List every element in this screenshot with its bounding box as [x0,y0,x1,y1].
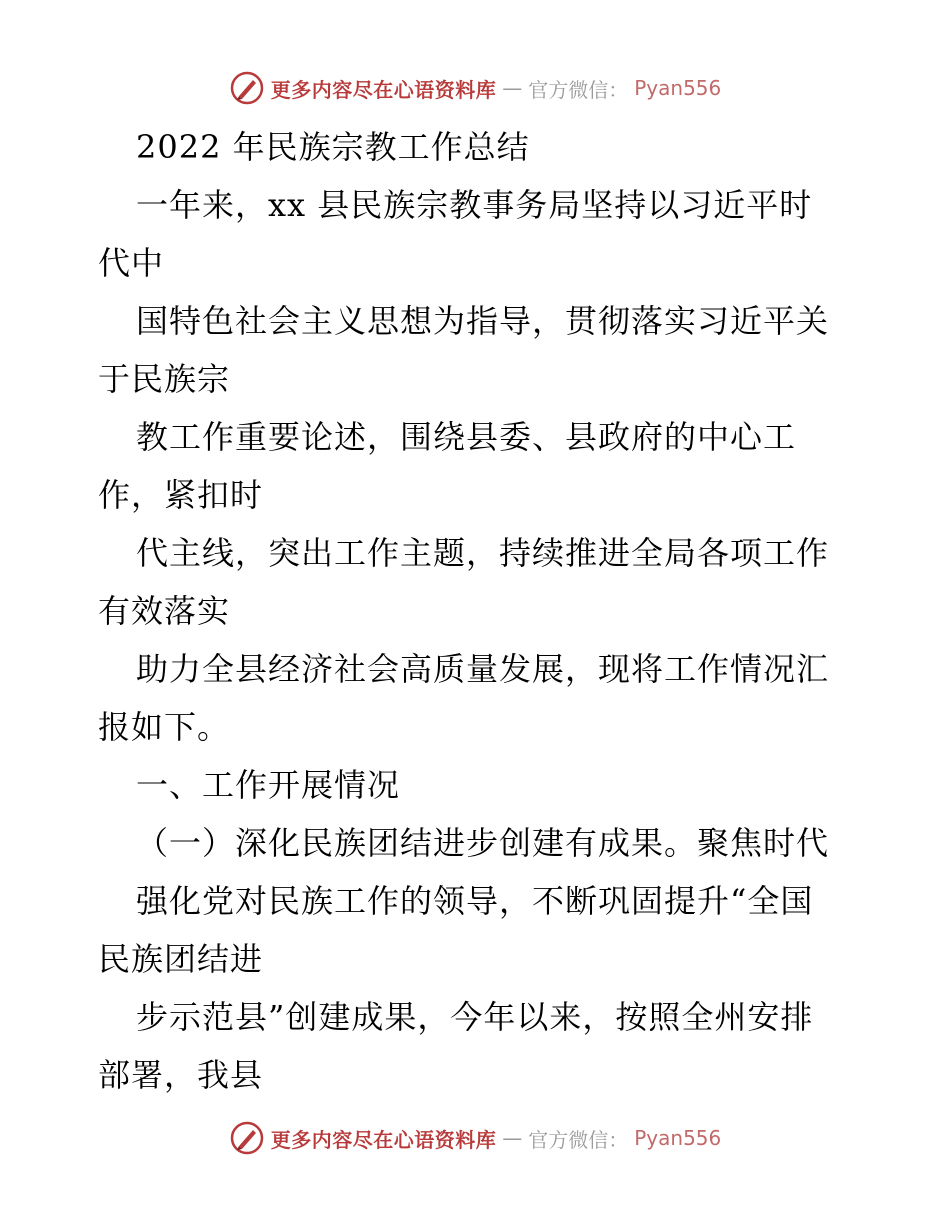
subsection-heading: （一）深化民族团结进步创建有成果。聚焦时代 [136,824,830,862]
text-line: 代主线，突出工作主题，持续推进全局各项工作 [136,534,830,572]
text-line: 国特色社会主义思想为指导，贯彻落实习近平关 [136,302,830,340]
watermark-brand: 更多内容尽在心语资料库 [270,77,497,102]
text-line: 教工作重要论述，围绕县委、县政府的中心工 [136,418,797,456]
document-title: 2022 年民族宗教工作总结 [136,128,530,166]
text-line: 助力全县经济社会高质量发展，现将工作情况汇 [136,650,830,688]
text-line: 一年来，xx 县民族宗教事务局坚持以习近平时 [136,186,813,224]
pen-logo-icon [229,1120,265,1156]
watermark-separator: — [502,1126,523,1150]
text-line: 部署，我县 [98,1056,264,1094]
watermark-code: Pyan556 [634,76,722,100]
watermark-header [0,70,950,106]
watermark-label: 官方微信： [528,77,629,102]
text-line: 强化党对民族工作的领导，不断巩固提升“全国 [136,882,814,920]
text-line: 代中 [98,244,165,282]
watermark-brand: 更多内容尽在心语资料库 [270,1127,497,1152]
document-body [98,118,858,1104]
watermark-footer [0,1120,950,1156]
text-line: 于民族宗 [98,360,231,398]
text-line: 作，紧扣时 [98,476,264,514]
section-heading: 一、工作开展情况 [136,766,401,804]
pen-logo-icon [229,70,265,106]
text-line: 步示范县”创建成果，今年以来，按照全州安排 [136,998,814,1036]
watermark-code: Pyan556 [634,1126,722,1150]
watermark-label: 官方微信： [528,1127,629,1152]
text-line: 报如下。 [98,708,231,746]
watermark-separator: — [502,76,523,100]
text-line: 民族团结进 [98,940,264,978]
text-line: 有效落实 [98,592,231,630]
